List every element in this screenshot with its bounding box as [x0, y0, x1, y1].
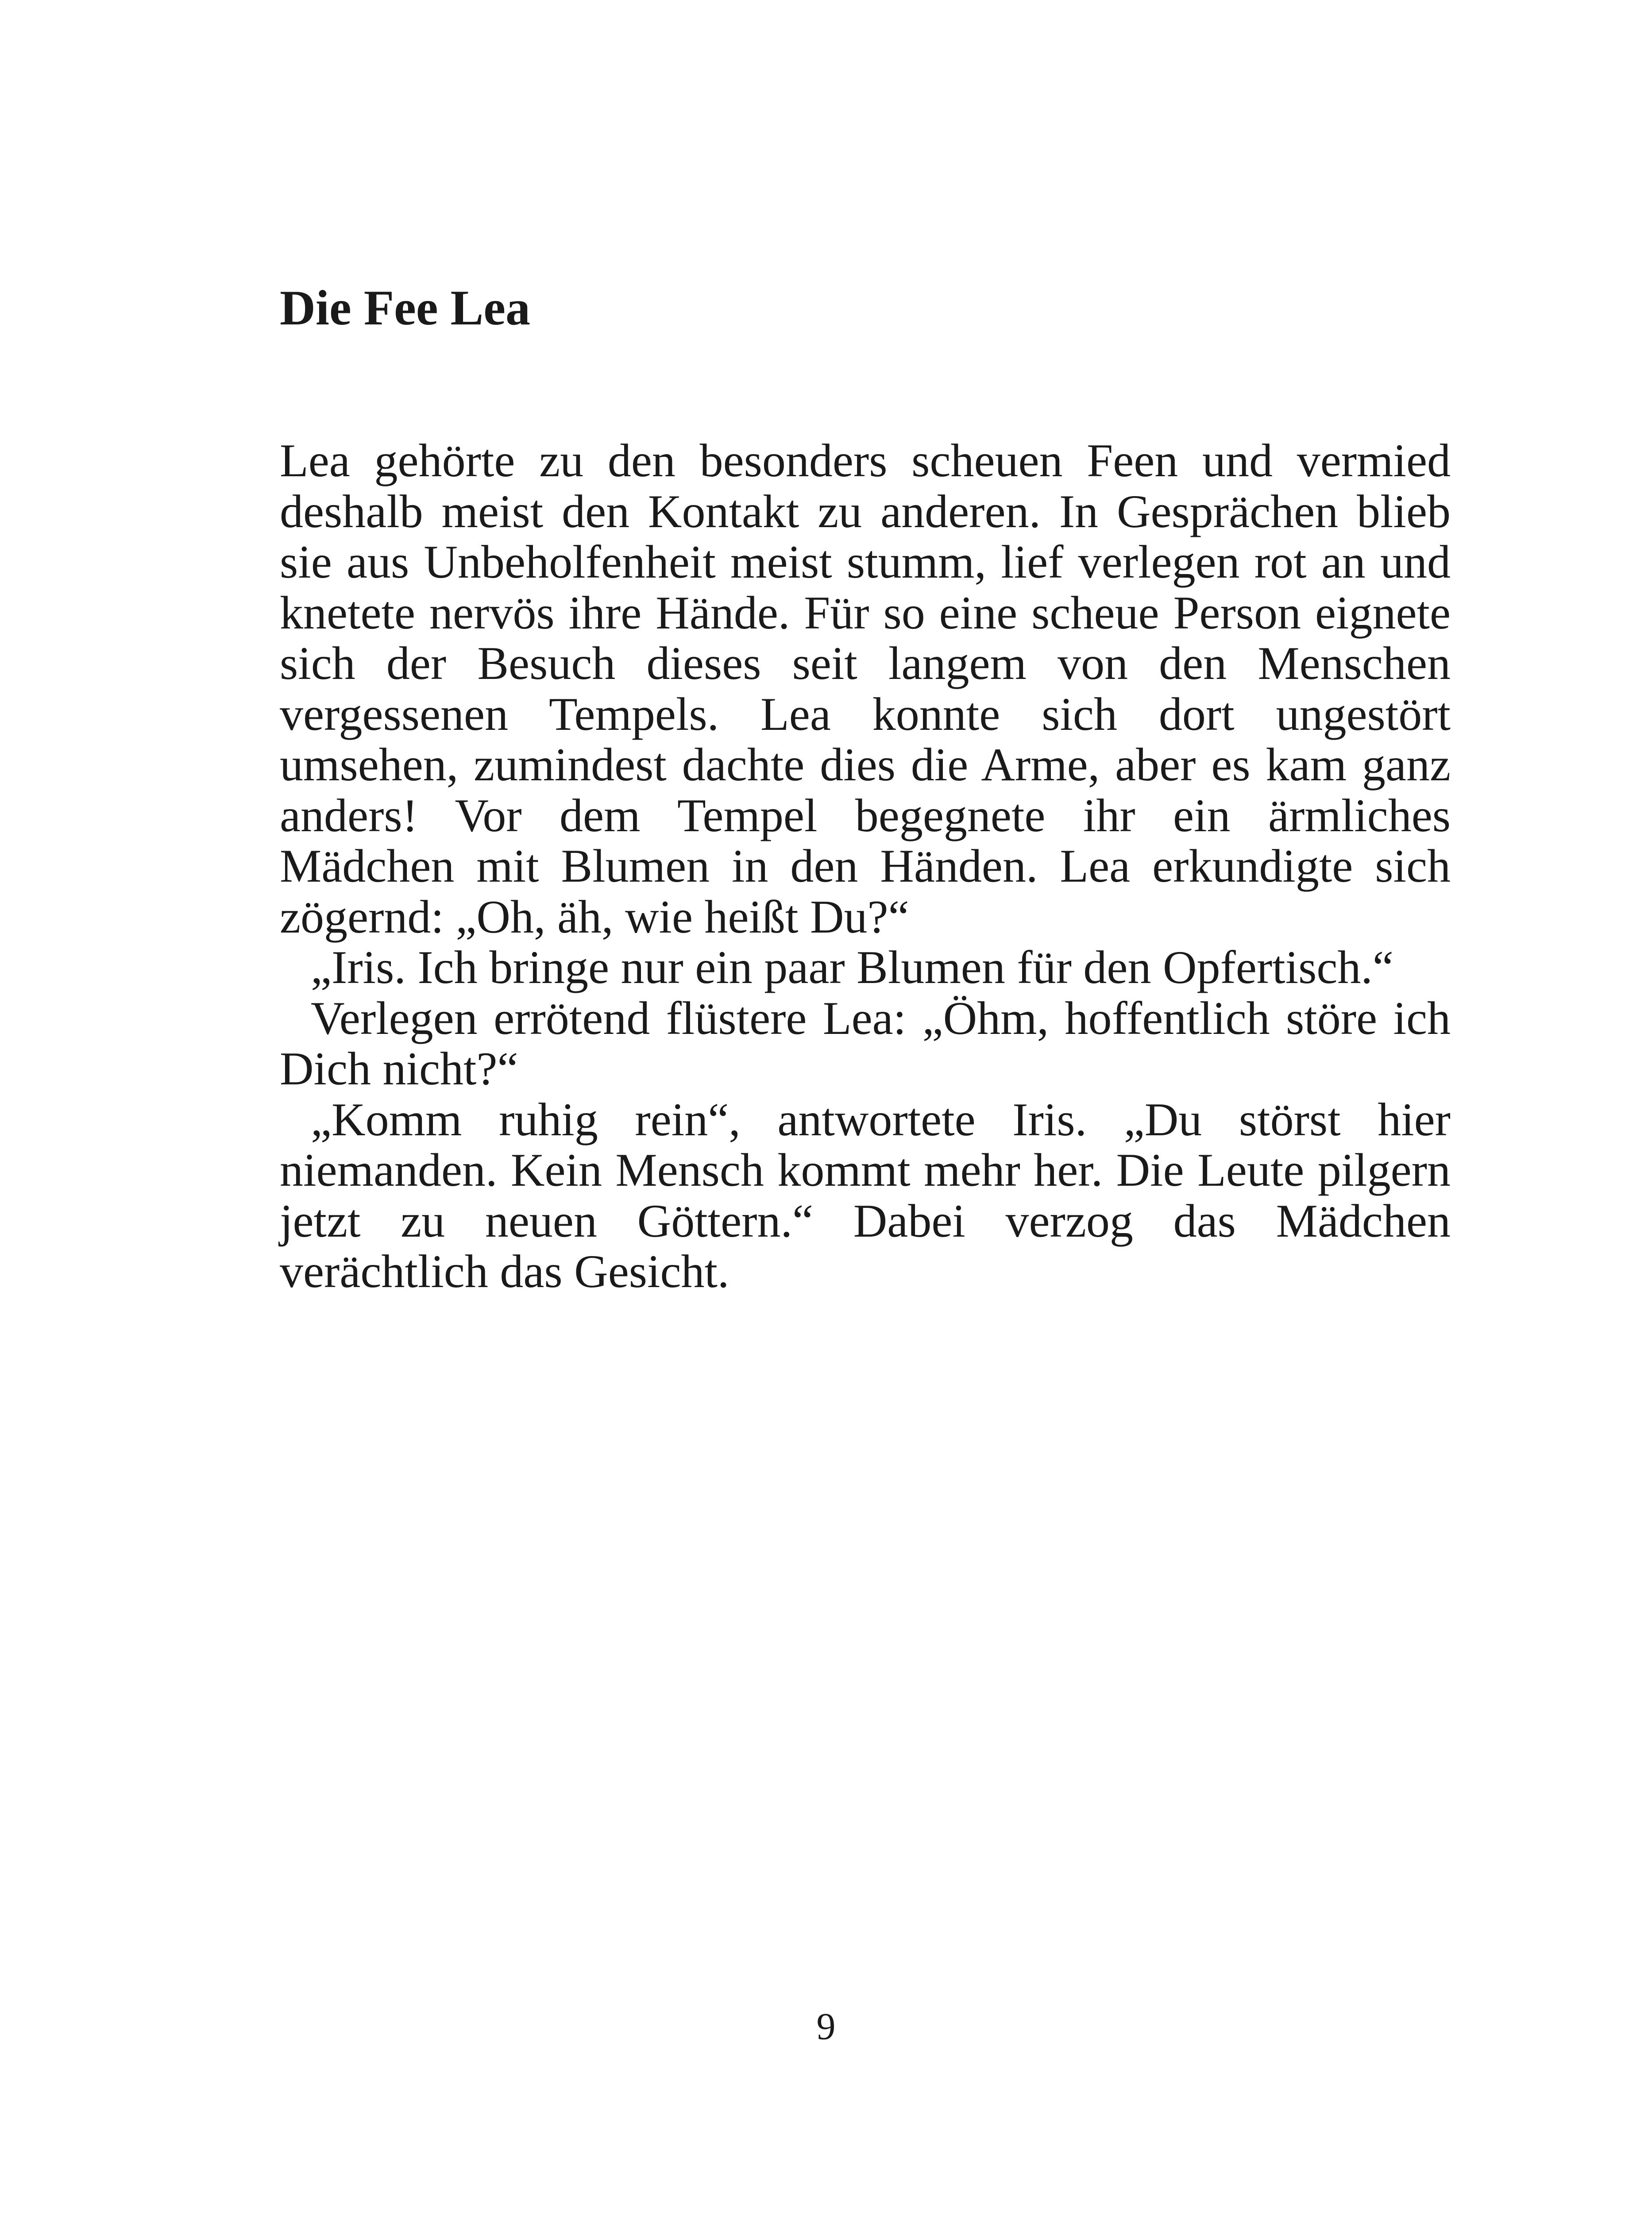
paragraph-1: Lea gehörte zu den besonders scheuen Feen und vermied deshalb meist den Kontakt zu anderen. In Gesprächen blieb sie aus Unbeholfenheit meist stumm, lief verlegen rot an und knetete nervös ihre Hände. Für so eine scheue Person eignete sich der Besuch dieses seit langem von den Menschen vergessenen Tempels. Lea konnte sich dort ungestört umsehen, zumindest dachte dies die Arme, aber es kam ganz anders! Vor dem Tempel begegnete ihr ein ärmliches Mädchen mit Blumen in den Händen. Lea erkundigte sich zögernd: „Oh, äh, wie heißt Du?“ — [280, 435, 1451, 943]
page-number: 9 — [816, 2005, 836, 2047]
text-block — [280, 283, 1451, 1297]
chapter-title: Die Fee Lea — [280, 281, 530, 335]
chapter-body — [280, 436, 1451, 1297]
paragraph-2: „Iris. Ich bringe nur ein paar Blumen für den Opfertisch.“ — [311, 941, 1393, 993]
paragraph-3: Verlegen errötend flüstere Lea: „Öhm, hoffentlich störe ich Dich nicht?“ — [280, 992, 1451, 1095]
paragraph-4: „Komm ruhig rein“, antwortete Iris. „Du störst hier niemanden. Kein Mensch kommt mehr her. Die Leute pilgern jetzt zu neuen Göttern.“ Dabei verzog das Mädchen verächtlich das Gesicht. — [280, 1093, 1451, 1297]
